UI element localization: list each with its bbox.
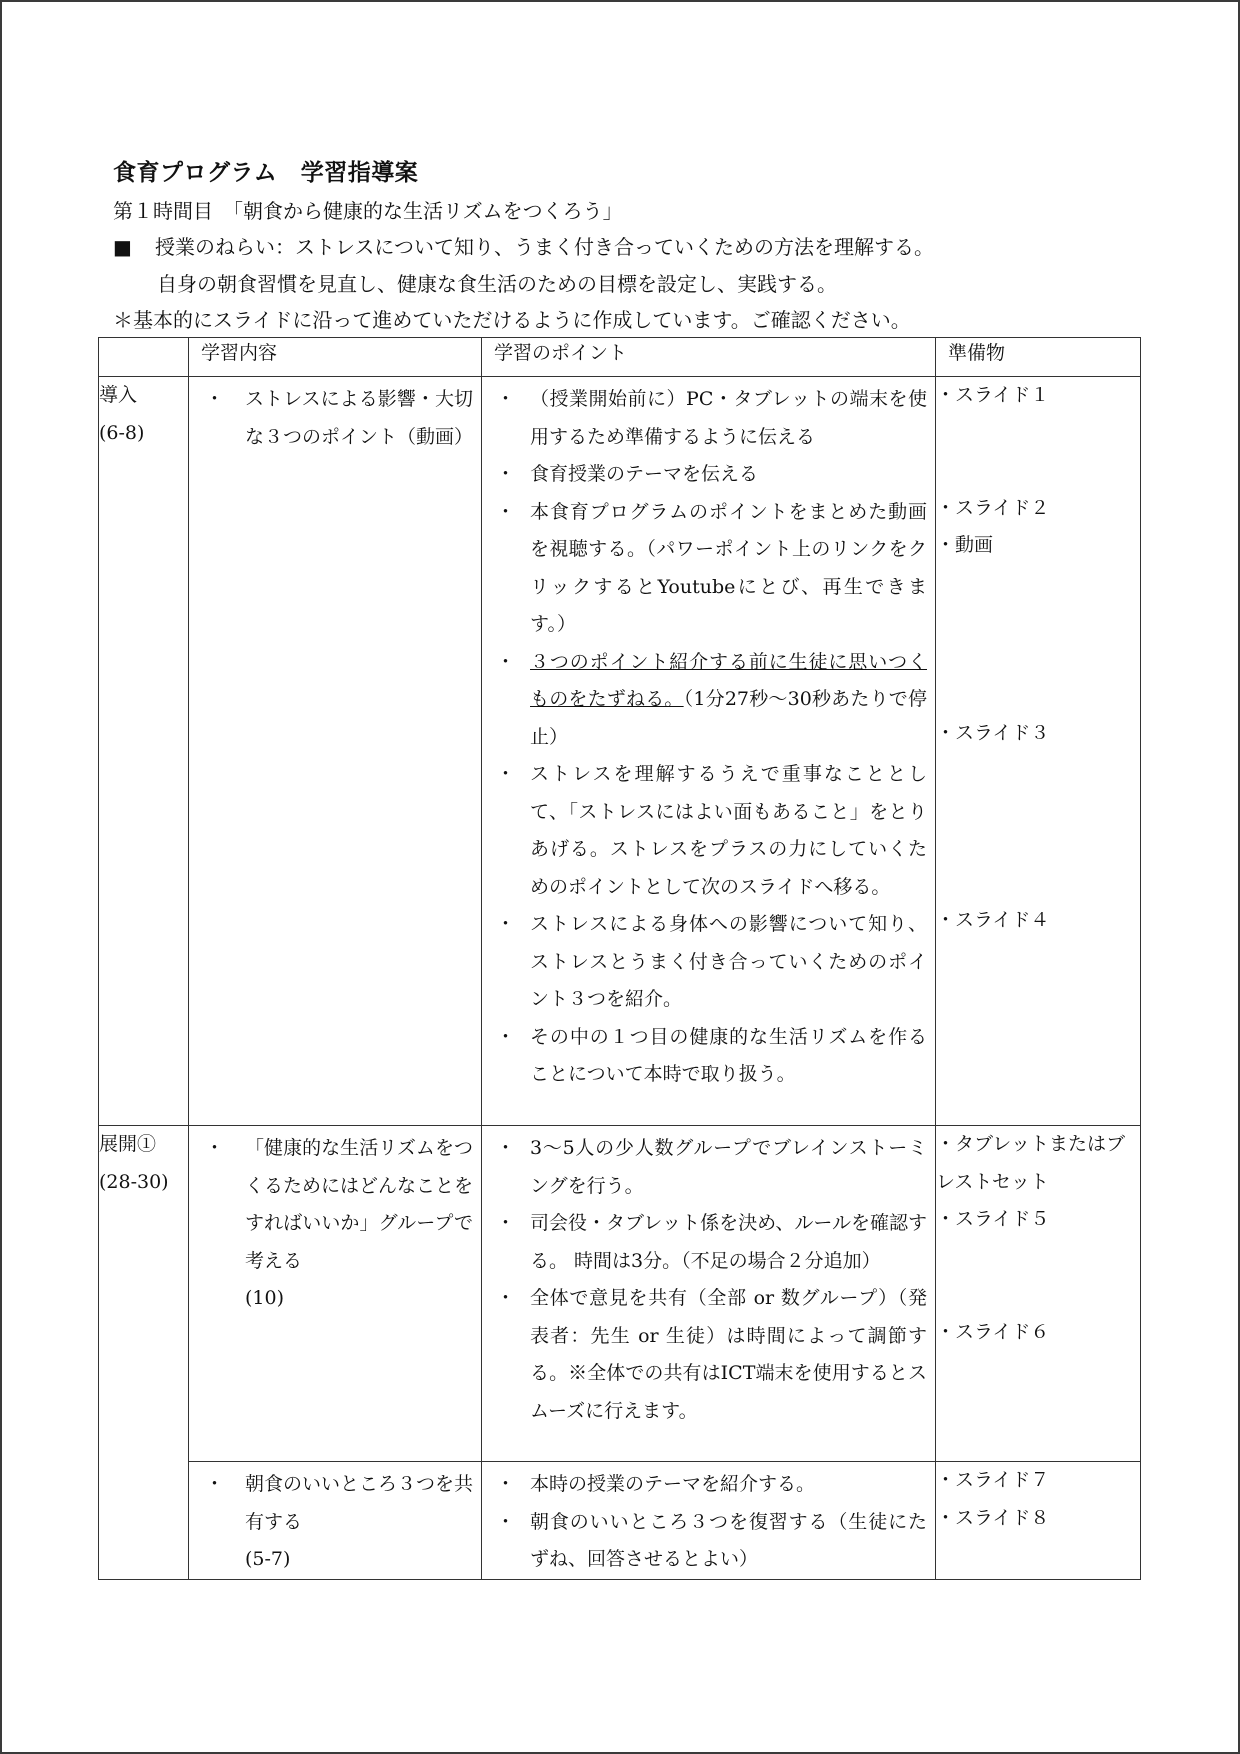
- spacer: [936, 865, 1140, 903]
- spacer: [936, 1276, 1140, 1314]
- bullet-icon: ・: [496, 1137, 516, 1159]
- material-item: ・スライド３: [936, 721, 1050, 744]
- material-item: ・タブレットまたはブレストセット: [936, 1133, 1126, 1193]
- header-cell-materials: 準備物: [936, 338, 1141, 377]
- materials-cell: [936, 377, 1141, 1126]
- spacer: [936, 827, 1140, 865]
- table-row-intro: [99, 377, 1141, 1126]
- list-item: ・ ストレスを理解するうえで重事なこととして、「ストレスにはよい面もあること」をとりあげる。ストレスをプラスの力にしていくためのポイントとして次のスライドへ移る。: [482, 756, 927, 906]
- points-list: [482, 1462, 935, 1579]
- list-item: ・ 全体で意見を共有（全部 or 数グループ）（発表者：先生 or 生徒）は時間によって調節する。※全体での共有はICT端末を使用するとスムーズに行えます。: [482, 1280, 927, 1430]
- phase-label: 展開①: [99, 1133, 157, 1155]
- table-header-row: [99, 338, 1141, 377]
- content-cell: [189, 1462, 482, 1580]
- list-item: ・ 朝食のいいところ３つを共有する (5-7): [189, 1466, 473, 1579]
- phase-label: 導入: [99, 384, 138, 406]
- content-list: [189, 1126, 481, 1318]
- material-item: ・動画: [936, 534, 994, 556]
- content-list: [189, 1462, 481, 1579]
- spacer: [936, 602, 1140, 640]
- spacer: [936, 790, 1140, 828]
- header-cell-content: 学習内容: [189, 338, 482, 377]
- bullet-icon: ・: [496, 1473, 516, 1495]
- spacer: [936, 640, 1140, 678]
- list-item: ・ 朝食のいいところ３つを復習する（生徒にたずね、回答させるとよい）: [482, 1504, 927, 1579]
- material-item: ・スライド１: [936, 384, 1050, 406]
- material-item: ・スライド８: [936, 1506, 1050, 1529]
- lesson-plan-table: [98, 337, 1141, 1580]
- material-item: ・スライド４: [936, 909, 1050, 931]
- list-item: ・ 本食育プログラムのポイントをまとめた動画を視聴する。（パワーポイント上のリンクをクリックするとYoutubeにとび、再生できます。）: [482, 494, 927, 644]
- content-cell: [189, 1126, 482, 1462]
- usage-note: ＊基本的にスライドに沿って進めていただけるように作成しています。ご確認ください。: [113, 308, 911, 332]
- phase-time: (6-8): [99, 421, 145, 444]
- bullet-icon: ・: [496, 650, 516, 673]
- spacer: [936, 752, 1140, 790]
- table-row-breakfast: [99, 1462, 1141, 1580]
- points-list: [482, 377, 935, 1094]
- spacer: [936, 565, 1140, 603]
- bullet-icon: ・: [496, 1510, 516, 1533]
- list-item: ・ 司会役・タブレット係を決め、ルールを確認する。 時間は3分。（不足の場合２分追加）: [482, 1205, 927, 1280]
- spacer: [936, 415, 1140, 453]
- document-page: [2, 2, 1238, 1752]
- material-item: ・スライド２: [936, 496, 1050, 519]
- materials-cell: [936, 1462, 1141, 1580]
- content-cell: [189, 377, 482, 1126]
- points-cell: [482, 377, 936, 1126]
- phase-time: (28-30): [99, 1170, 169, 1193]
- list-item: ・ ３つのポイント紹介する前に生徒に思いつくものをたずねる。（1分27秒～30秒あたりで停止）: [482, 644, 927, 757]
- underlined-text: ３つのポイント紹介する前に生徒に思いつくものをたずねる。: [530, 650, 927, 710]
- lesson-aim-line2: 自身の朝食習慣を見直し、健康な食生活のための目標を設定し、実践する。: [157, 272, 837, 296]
- bullet-icon: ・: [205, 1473, 225, 1495]
- phase-cell: [99, 377, 189, 1126]
- bullet-icon: ・: [496, 500, 516, 523]
- lesson-subtitle: 第１時間目 「朝食から健康的な生活リズムをつくろう」: [113, 199, 623, 223]
- material-item: ・スライド６: [936, 1320, 1050, 1343]
- list-item: ・ 「健康的な生活リズムをつくるためにはどんなことをすればいいか」グループで考える (10): [189, 1130, 473, 1318]
- spacer: [936, 677, 1140, 715]
- list-item: ・ ストレスによる影響・大切な３つのポイント（動画）: [189, 381, 473, 456]
- bullet-icon: ・: [496, 1212, 516, 1234]
- list-item: ・ ストレスによる身体への影響について知り、ストレスとうまく付き合っていくためのポイント３つを紹介。: [482, 906, 927, 1019]
- bullet-icon: ・: [496, 463, 516, 485]
- points-cell: [482, 1462, 936, 1580]
- square-bullet-icon: ■: [113, 235, 132, 259]
- spacer: [936, 1239, 1140, 1277]
- spacer: [936, 452, 1140, 490]
- list-item: ・ （授業開始前に）PC・タブレットの端末を使用するため準備するように伝える: [482, 381, 927, 456]
- bullet-icon: ・: [205, 388, 225, 410]
- list-item: ・ 食育授業のテーマを伝える: [482, 456, 927, 494]
- bullet-icon: ・: [205, 1137, 225, 1159]
- points-cell: [482, 1126, 936, 1462]
- phase-cell: [99, 1126, 189, 1580]
- header-cell-points: 学習のポイント: [482, 338, 936, 377]
- bullet-icon: ・: [496, 388, 516, 410]
- document-title: 食育プログラム 学習指導案: [113, 159, 419, 186]
- list-item: ・ その中の１つ目の健康的な生活リズムを作ることについて本時で取り扱う。: [482, 1019, 927, 1094]
- table-row-development: [99, 1126, 1141, 1462]
- lesson-aim-line1: 授業のねらい：ストレスについて知り、うまく付き合っていくための方法を理解する。: [155, 235, 934, 259]
- lesson-aim: [113, 231, 934, 260]
- list-item: ・ 本時の授業のテーマを紹介する。: [482, 1466, 927, 1504]
- points-list: [482, 1126, 935, 1430]
- bullet-icon: ・: [496, 913, 516, 935]
- header-cell-phase: [99, 338, 189, 377]
- content-list: [189, 377, 481, 456]
- bullet-icon: ・: [496, 1025, 516, 1048]
- material-item: ・スライド７: [936, 1469, 1050, 1491]
- list-item: ・ 3～5人の少人数グループでブレインストーミングを行う。: [482, 1130, 927, 1205]
- bullet-icon: ・: [496, 1287, 516, 1309]
- material-item: ・スライド５: [936, 1208, 1050, 1230]
- materials-cell: [936, 1126, 1141, 1462]
- bullet-icon: ・: [496, 763, 516, 785]
